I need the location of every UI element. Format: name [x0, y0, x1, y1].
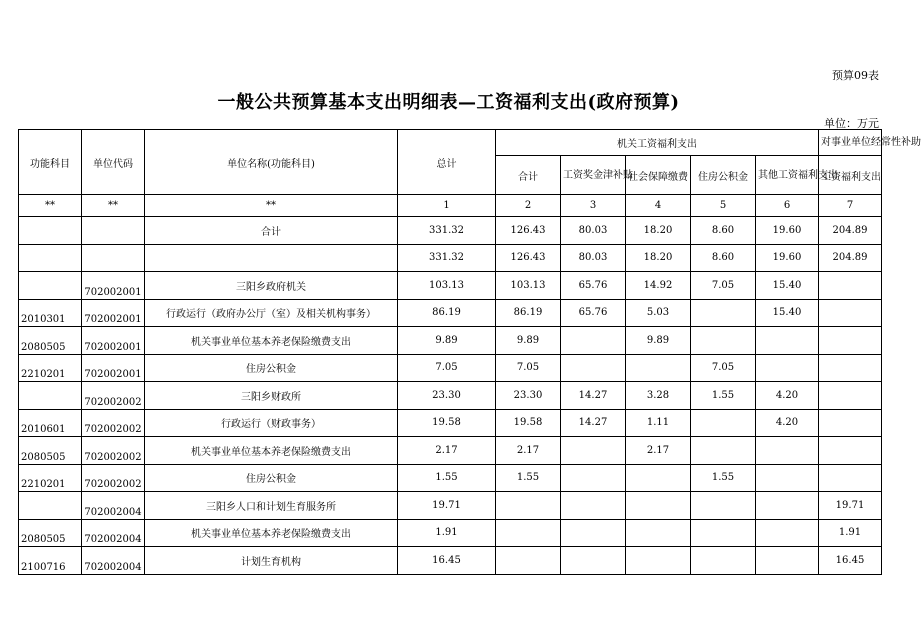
total-cell: 7.05: [398, 354, 496, 382]
header-social: 社会保障缴费: [626, 156, 691, 195]
wage-cell: [561, 492, 626, 520]
total-cell: 16.45: [398, 547, 496, 575]
social-cell: 1.11: [626, 409, 691, 437]
subtotal-cell: [496, 492, 561, 520]
wage-cell: 80.03: [561, 244, 626, 272]
table-row: [19, 437, 882, 465]
page-title: 一般公共预算基本支出明细表—工资福利支出(政府预算): [217, 92, 680, 113]
housing-cell: [691, 492, 756, 520]
unit-code-cell: 702002004: [82, 547, 145, 575]
subtotal-cell: [496, 519, 561, 547]
social-cell: 9.89: [626, 327, 691, 355]
other-cell: [756, 354, 819, 382]
subtotal-cell: 9.89: [496, 327, 561, 355]
unit-name-cell: 机关事业单位基本养老保险缴费支出: [145, 437, 398, 465]
header-func-code: 功能科目: [19, 130, 82, 195]
func-code-cell: 2210201: [19, 464, 82, 492]
header-sub-total: 合计: [496, 156, 561, 195]
total-cell: 331.32: [398, 244, 496, 272]
unit-code-cell: 702002002: [82, 437, 145, 465]
header-unit-code: 单位代码: [82, 130, 145, 195]
other-cell: [756, 547, 819, 575]
housing-cell: [691, 437, 756, 465]
other-cell: 19.60: [756, 217, 819, 245]
unit-code-cell: 702002002: [82, 382, 145, 410]
unit-code-cell: 702002001: [82, 354, 145, 382]
social-cell: 3.28: [626, 382, 691, 410]
total-cell: 1.91: [398, 519, 496, 547]
total-cell: 86.19: [398, 299, 496, 327]
other-cell: [756, 519, 819, 547]
table-row: [19, 409, 882, 437]
header-inst-wage: 工资福利支出: [819, 156, 882, 195]
index-cell: 7: [819, 195, 882, 217]
func-code-cell: 2080505: [19, 437, 82, 465]
func-code-cell: [19, 217, 82, 245]
inst-wage-cell: [819, 327, 882, 355]
wage-cell: [561, 519, 626, 547]
table-row: [19, 354, 882, 382]
subtotal-cell: 23.30: [496, 382, 561, 410]
other-cell: 4.20: [756, 382, 819, 410]
social-cell: 18.20: [626, 244, 691, 272]
wage-cell: [561, 437, 626, 465]
index-cell: 6: [756, 195, 819, 217]
header-group-inst: 对事业单位经常性补助: [819, 130, 882, 156]
header-total: 总计: [398, 130, 496, 195]
unit-name-cell: 住房公积金: [145, 354, 398, 382]
inst-wage-cell: [819, 354, 882, 382]
housing-cell: 8.60: [691, 244, 756, 272]
unit-code-cell: 702002001: [82, 327, 145, 355]
subtotal-cell: 7.05: [496, 354, 561, 382]
header-other: 其他工资福利支出: [756, 156, 819, 195]
header-row-1: [19, 130, 882, 156]
unit-name-cell: 合计: [145, 217, 398, 245]
func-code-cell: 2210201: [19, 354, 82, 382]
social-cell: 18.20: [626, 217, 691, 245]
unit-name-cell: [145, 244, 398, 272]
index-cell: 4: [626, 195, 691, 217]
func-code-cell: 2010301: [19, 299, 82, 327]
unit-code-cell: [82, 217, 145, 245]
housing-cell: 8.60: [691, 217, 756, 245]
housing-cell: [691, 409, 756, 437]
unit-name-cell: 三阳乡政府机关: [145, 272, 398, 300]
wage-cell: [561, 464, 626, 492]
housing-cell: [691, 327, 756, 355]
other-cell: [756, 492, 819, 520]
total-cell: 331.32: [398, 217, 496, 245]
inst-wage-cell: [819, 299, 882, 327]
housing-cell: [691, 547, 756, 575]
subtotal-cell: 2.17: [496, 437, 561, 465]
unit-name-cell: 三阳乡财政所: [145, 382, 398, 410]
total-cell: 103.13: [398, 272, 496, 300]
other-cell: 4.20: [756, 409, 819, 437]
unit-label: 单位：万元: [824, 117, 879, 130]
other-cell: [756, 327, 819, 355]
wage-cell: [561, 327, 626, 355]
unit-name-cell: 行政运行（财政事务）: [145, 409, 398, 437]
social-cell: [626, 547, 691, 575]
social-cell: 14.92: [626, 272, 691, 300]
func-code-cell: [19, 382, 82, 410]
index-cell: 1: [398, 195, 496, 217]
inst-wage-cell: [819, 437, 882, 465]
unit-code-cell: [82, 244, 145, 272]
header-housing: 住房公积金: [691, 156, 756, 195]
table-row: [19, 244, 882, 272]
social-cell: [626, 354, 691, 382]
form-number: 预算09表: [832, 69, 879, 82]
inst-wage-cell: 19.71: [819, 492, 882, 520]
other-cell: [756, 464, 819, 492]
table-row: [19, 299, 882, 327]
subtotal-cell: 86.19: [496, 299, 561, 327]
header-unit-name: 单位名称(功能科目): [145, 130, 398, 195]
inst-wage-cell: 16.45: [819, 547, 882, 575]
header-wage: 工资奖金津补贴: [561, 156, 626, 195]
wage-cell: 65.76: [561, 272, 626, 300]
other-cell: 19.60: [756, 244, 819, 272]
unit-code-cell: 702002004: [82, 519, 145, 547]
unit-name-cell: 行政运行（政府办公厅（室）及相关机构事务）: [145, 299, 398, 327]
subtotal-cell: 126.43: [496, 217, 561, 245]
other-cell: 15.40: [756, 272, 819, 300]
index-cell: **: [19, 195, 82, 217]
index-cell: 3: [561, 195, 626, 217]
unit-name-cell: 机关事业单位基本养老保险缴费支出: [145, 519, 398, 547]
subtotal-cell: 1.55: [496, 464, 561, 492]
table-row: [19, 382, 882, 410]
total-cell: 19.71: [398, 492, 496, 520]
header-group-org: 机关工资福利支出: [496, 130, 819, 156]
unit-code-cell: 702002001: [82, 272, 145, 300]
table-row: [19, 547, 882, 575]
index-cell: 5: [691, 195, 756, 217]
inst-wage-cell: [819, 272, 882, 300]
expenditure-table: [18, 129, 921, 575]
subtotal-cell: 19.58: [496, 409, 561, 437]
housing-cell: [691, 299, 756, 327]
housing-cell: 1.55: [691, 382, 756, 410]
subtotal-cell: 126.43: [496, 244, 561, 272]
unit-code-cell: 702002004: [82, 492, 145, 520]
unit-name-cell: 机关事业单位基本养老保险缴费支出: [145, 327, 398, 355]
table-row: [19, 519, 882, 547]
index-cell: **: [145, 195, 398, 217]
table-row: [19, 492, 882, 520]
total-cell: 19.58: [398, 409, 496, 437]
inst-wage-cell: 204.89: [819, 244, 882, 272]
housing-cell: 1.55: [691, 464, 756, 492]
unit-code-cell: 702002002: [82, 464, 145, 492]
unit-name-cell: 住房公积金: [145, 464, 398, 492]
table-row: [19, 272, 882, 300]
wage-cell: 14.27: [561, 382, 626, 410]
func-code-cell: 2100716: [19, 547, 82, 575]
housing-cell: 7.05: [691, 272, 756, 300]
index-cell: **: [82, 195, 145, 217]
inst-wage-cell: [819, 409, 882, 437]
subtotal-cell: 103.13: [496, 272, 561, 300]
wage-cell: [561, 354, 626, 382]
other-cell: [756, 437, 819, 465]
table-row: [19, 217, 882, 245]
wage-cell: 14.27: [561, 409, 626, 437]
total-cell: 2.17: [398, 437, 496, 465]
inst-wage-cell: [819, 382, 882, 410]
unit-code-cell: 702002002: [82, 409, 145, 437]
inst-wage-cell: 204.89: [819, 217, 882, 245]
table-row: [19, 327, 882, 355]
wage-cell: 80.03: [561, 217, 626, 245]
unit-code-cell: 702002001: [82, 299, 145, 327]
func-code-cell: 2080505: [19, 327, 82, 355]
unit-name-cell: 三阳乡人口和计划生育服务所: [145, 492, 398, 520]
other-cell: 15.40: [756, 299, 819, 327]
func-code-cell: 2010601: [19, 409, 82, 437]
social-cell: 2.17: [626, 437, 691, 465]
subtotal-cell: [496, 547, 561, 575]
inst-wage-cell: [819, 464, 882, 492]
housing-cell: [691, 519, 756, 547]
social-cell: 5.03: [626, 299, 691, 327]
total-cell: 1.55: [398, 464, 496, 492]
index-cell: 2: [496, 195, 561, 217]
unit-name-cell: 计划生育机构: [145, 547, 398, 575]
housing-cell: 7.05: [691, 354, 756, 382]
wage-cell: [561, 547, 626, 575]
index-row: [19, 195, 882, 217]
social-cell: [626, 464, 691, 492]
func-code-cell: [19, 244, 82, 272]
func-code-cell: 2080505: [19, 519, 82, 547]
table-row: [19, 464, 882, 492]
wage-cell: 65.76: [561, 299, 626, 327]
func-code-cell: [19, 492, 82, 520]
func-code-cell: [19, 272, 82, 300]
inst-wage-cell: 1.91: [819, 519, 882, 547]
social-cell: [626, 519, 691, 547]
total-cell: 23.30: [398, 382, 496, 410]
social-cell: [626, 492, 691, 520]
total-cell: 9.89: [398, 327, 496, 355]
